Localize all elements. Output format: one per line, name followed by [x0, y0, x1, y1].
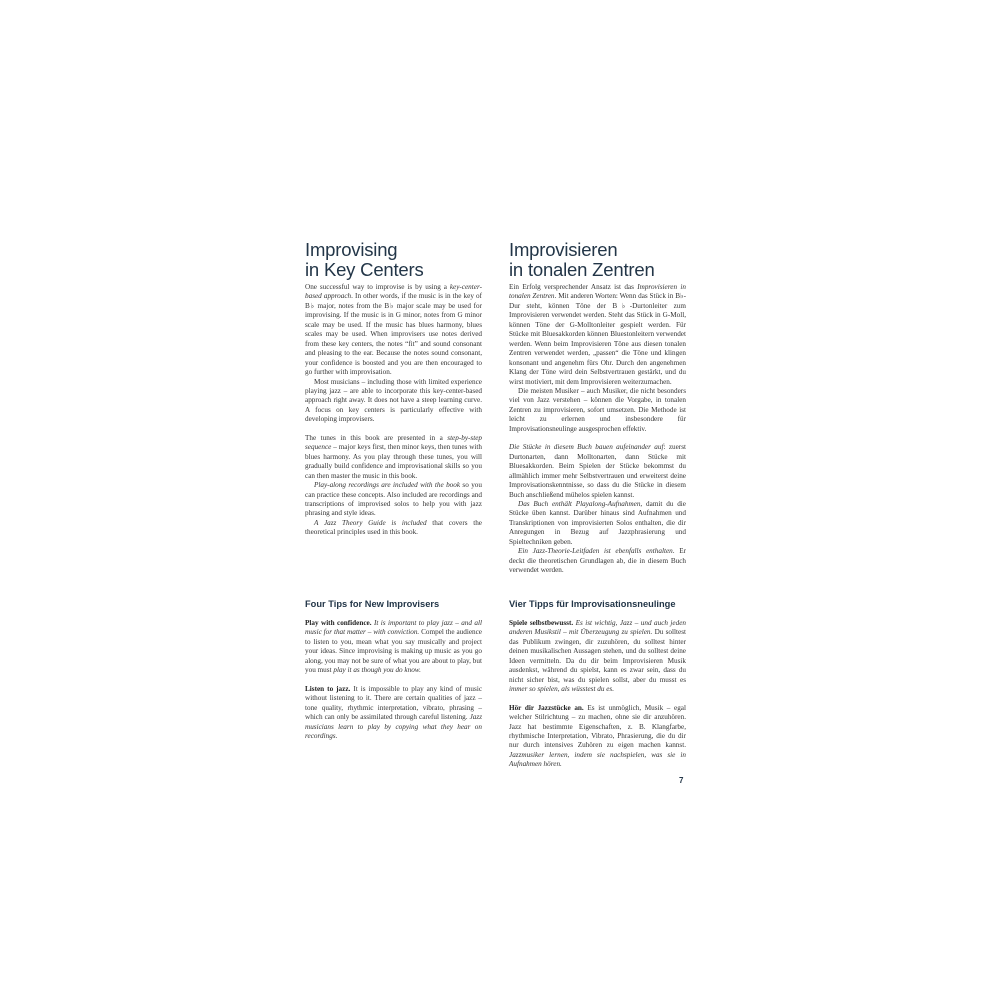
tips-heading-german: Vier Tipps für Improvisationsneulinge: [509, 599, 676, 609]
tip-spiele-selbstbewusst: Spiele selbstbewusst. Es ist wichtig, Jazz – und auch jeden anderen Musikstil – mit Überzeugung zu spielen. Du solltest das Publikum zwingen, dir zuzuhören, du solltest hinter deinen musikalischen Aussagen stehen, und du solltest deine Ideen vermitteln. Da du dir beim Improvisieren Musik ausdenkst, während du spielst, kann es zwar sein, dass du nicht sicher bist, was du spielen sollst, aber du musst es immer so spielen, als wüsstest du es.: [509, 619, 686, 694]
paragraph: Die meisten Musiker – auch Musiker, die nicht besonders viel von Jazz verstehen – können die Vorgabe, in tonalen Zentren zu improvisieren, sofort umsetzen. Die Methode ist leicht zu erlernen und insbesondere für Improvisationsneulinge ausgesprochen effektiv.: [509, 386, 686, 433]
paragraph: Play-along recordings are included with the book so you can practice these concepts. Also included are recordings and transcriptions of improvised solos to help you with jazz phrasing and style ideas.: [305, 481, 482, 518]
paragraph: Ein Jazz-Theorie-Leitfaden ist ebenfalls enthalten. Er deckt die theoretischen Grundlagen ab, die in diesem Buch verwendet werden.: [509, 547, 686, 575]
tip-listen-to-jazz: Listen to jazz. It is impossible to play any kind of music without listening to it. There are certain qualities of jazz – tone quality, rhythmic interpretation, vibrato, phrasing – which can only be assimilated through careful listening. Jazz musicians learn to play by copying what they hear on recordings.: [305, 684, 483, 740]
paragraph: The tunes in this book are presented in a step-by-step sequence – major keys first, then minor keys, then tunes with blues harmony. As you play through these tunes, you will gradually build confidence and improvisational skills so you can then master the music in this book.: [305, 433, 482, 480]
page-title-english: Improvising in Key Centers: [305, 239, 424, 280]
page-number: 7: [679, 776, 684, 785]
paragraph: One successful way to improvise is by using a key-center-based approach. In other words, if the music is in the key of B♭ major, notes from the B♭ major scale may be used for improvising. If the music is in G minor, notes from G minor scale may be used. If the music has blues harmony, blues scales may be used. When improvisers use notes derived from these key centers, the notes “fit” and sound consonant and pleasing to the ear. Because the notes sound consonant, your confidence is boosted and you are then encouraged to go further with improvisation.: [305, 283, 482, 377]
page-title-german: Improvisieren in tonalen Zentren: [509, 239, 655, 280]
paragraph: Most musicians – including those with limited experience playing jazz – are able to incorporate this key-center-based approach right away. It does not have a steep learning curve. A focus on key centers is particularly effective with developing improvisers.: [305, 377, 482, 424]
paragraph: A Jazz Theory Guide is included that covers the theoretical principles used in this book.: [305, 518, 482, 537]
german-intro-text: [509, 283, 686, 576]
english-tips-section: [305, 599, 482, 741]
paragraph: Ein Erfolg versprechender Ansatz ist das Improvisieren in tonalen Zentren. Mit anderen Worten: Wenn das Stück in B♭-Dur steht, können Töne der B♭-Durtonleiter zum Improvisieren verwendet werden. Steht das Stück in G-Moll, können Töne der G-Molltonleiter gespielt werden. Für Stücke mit Bluesakkorden können Bluestonleitern verwendet werden. Wenn beim Improvisieren Töne aus diesen tonalen Zentren verwendet werden, „passen“ die Töne und klingen konsonant und angenehm fürs Ohr. Durch den angenehmen Klang der Töne wird dein Selbstvertrauen gestärkt, und du wirst motiviert, mit dem Improvisieren weiterzumachen.: [509, 283, 686, 386]
english-column: [305, 240, 482, 280]
german-tips-section: [509, 599, 686, 770]
paragraph: Das Buch enthält Playalong-Aufnahmen, damit du die Stücke üben kannst. Darüber hinaus sind Aufnahmen und Transkriptionen von improvisierten Solos enthalten, die dir Anregungen in Bezug auf Jazzphrasierung und Spieltechniken geben.: [509, 499, 686, 546]
german-column: [509, 240, 686, 280]
paragraph: Die Stücke in diesem Buch bauen aufeinander auf: zuerst Durtonarten, dann Molltonarten, dann Stücke mit Bluesakkorden. Beim Spielen der Stücke bekommst du allmählich immer mehr Selbstvertrauen und erweiterst deine Improvisationskenntnisse, so dass du die Stücke in diesem Buch anschließend mühelos spielen kannst.: [509, 443, 686, 499]
tips-heading-english: Four Tips for New Improvisers: [305, 599, 440, 609]
tip-hoer-dir-jazzstuecke-an: Hör dir Jazzstücke an. Es ist unmöglich, Musik – egal welcher Stilrichtung – zu machen, ohne sie dir anzuhören. Jazz hat bestimmte Eigenschaften, z. B. Klangfarbe, rhythmische Interpretation, Vibrato, Phrasierung, die du dir nur durch intensives Zuhören zu eigen machen kannst. Jazzmusiker lernen, indem sie nachspielen, was sie in Aufnahmen hören.: [509, 703, 686, 769]
english-intro-text: [305, 283, 482, 538]
tip-play-with-confidence: Play with confidence. It is important to play jazz – and all music for that matter – with conviction. Compel the audience to listen to you, mean what you say musically and project your ideas. Since improvising is making up music as you go along, you may not be sure of what you are about to play, but you must play it as though you do know.: [305, 619, 483, 675]
